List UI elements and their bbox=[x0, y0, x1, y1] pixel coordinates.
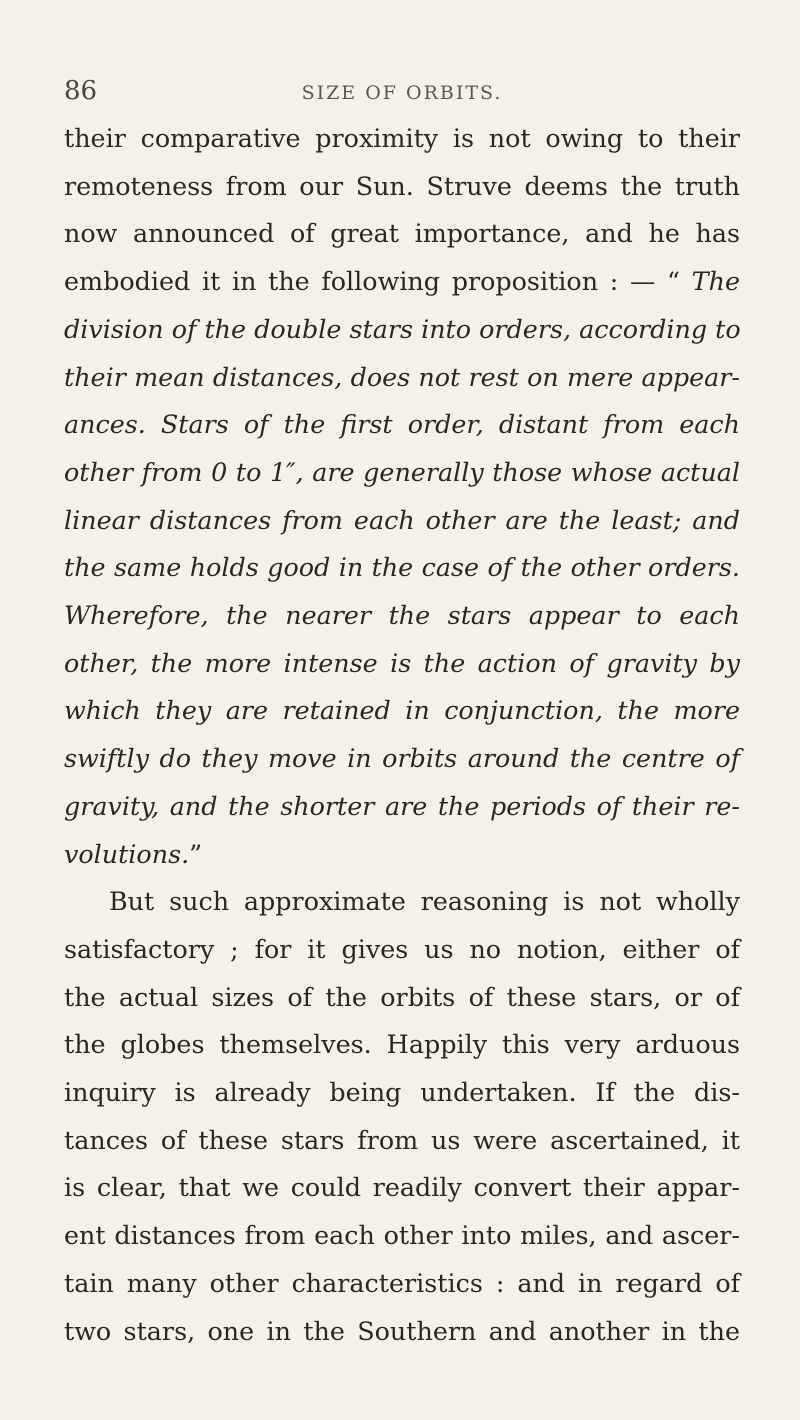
text-line: their comparative proximity is not owing to their bbox=[64, 123, 740, 153]
quoted-text-line: which they are retained in conjunction, the more bbox=[64, 695, 740, 726]
quoted-text-line: ances. Stars of the first order, distant from each bbox=[64, 409, 740, 440]
quoted-text-line: other, the more intense is the action of gravity by bbox=[64, 647, 740, 678]
text-line: ent distances from each other into miles, and ascer- bbox=[64, 1220, 740, 1251]
quoted-text-line: their mean distances, does not rest on mere appear- bbox=[64, 361, 740, 392]
quoted-text-line: swiftly do they move in orbits around the centre of bbox=[64, 743, 740, 774]
text-line bbox=[64, 258, 740, 306]
text-line: two stars, one in the Southern and another in the bbox=[64, 1315, 740, 1346]
closing-quote: ” bbox=[189, 838, 203, 869]
quoted-text-line: the same holds good in the case of the other orders. bbox=[64, 552, 740, 583]
quoted-text-line: gravity, and the shorter are the periods of their re- bbox=[64, 790, 740, 821]
text-line: inquiry is already being undertaken. If the dis- bbox=[64, 1077, 740, 1108]
text-line: is clear, that we could readily convert their appar- bbox=[64, 1172, 740, 1203]
quoted-text-line: linear distances from each other are the least; and bbox=[64, 504, 740, 535]
text-run: embodied it in the following proposition : — “ bbox=[64, 266, 692, 297]
quote-end: volutions. bbox=[64, 838, 190, 869]
text-line: satisfactory ; for it gives us no notion, either of bbox=[64, 933, 740, 964]
quoted-text-line: division of the double stars into orders, according to bbox=[64, 313, 741, 344]
text-line: now announced of great importance, and he has bbox=[64, 218, 740, 249]
text-line: remoteness from our Sun. Struve deems the truth bbox=[64, 170, 740, 201]
text-line: tain many other characteristics : and in regard of bbox=[64, 1267, 740, 1298]
running-title: SIZE OF ORBITS. bbox=[301, 82, 503, 104]
text-line: the globes themselves. Happily this very arduous bbox=[64, 1029, 740, 1060]
text-line: the actual sizes of the orbits of these stars, or of bbox=[64, 981, 740, 1012]
quoted-text-line: other from 0 to 1″, are generally those whose actual bbox=[64, 456, 740, 487]
text-line bbox=[64, 831, 740, 879]
page-header bbox=[64, 76, 740, 116]
page-number: 86 bbox=[64, 76, 98, 106]
text-line: tances of these stars from us were ascertained, it bbox=[64, 1124, 740, 1155]
paragraph-start-line: But such approximate reasoning is not wholly bbox=[109, 886, 740, 917]
quoted-text-line: Wherefore, the nearer the stars appear to each bbox=[64, 600, 740, 631]
body-text bbox=[64, 115, 740, 1355]
quote-start: The bbox=[691, 266, 740, 297]
